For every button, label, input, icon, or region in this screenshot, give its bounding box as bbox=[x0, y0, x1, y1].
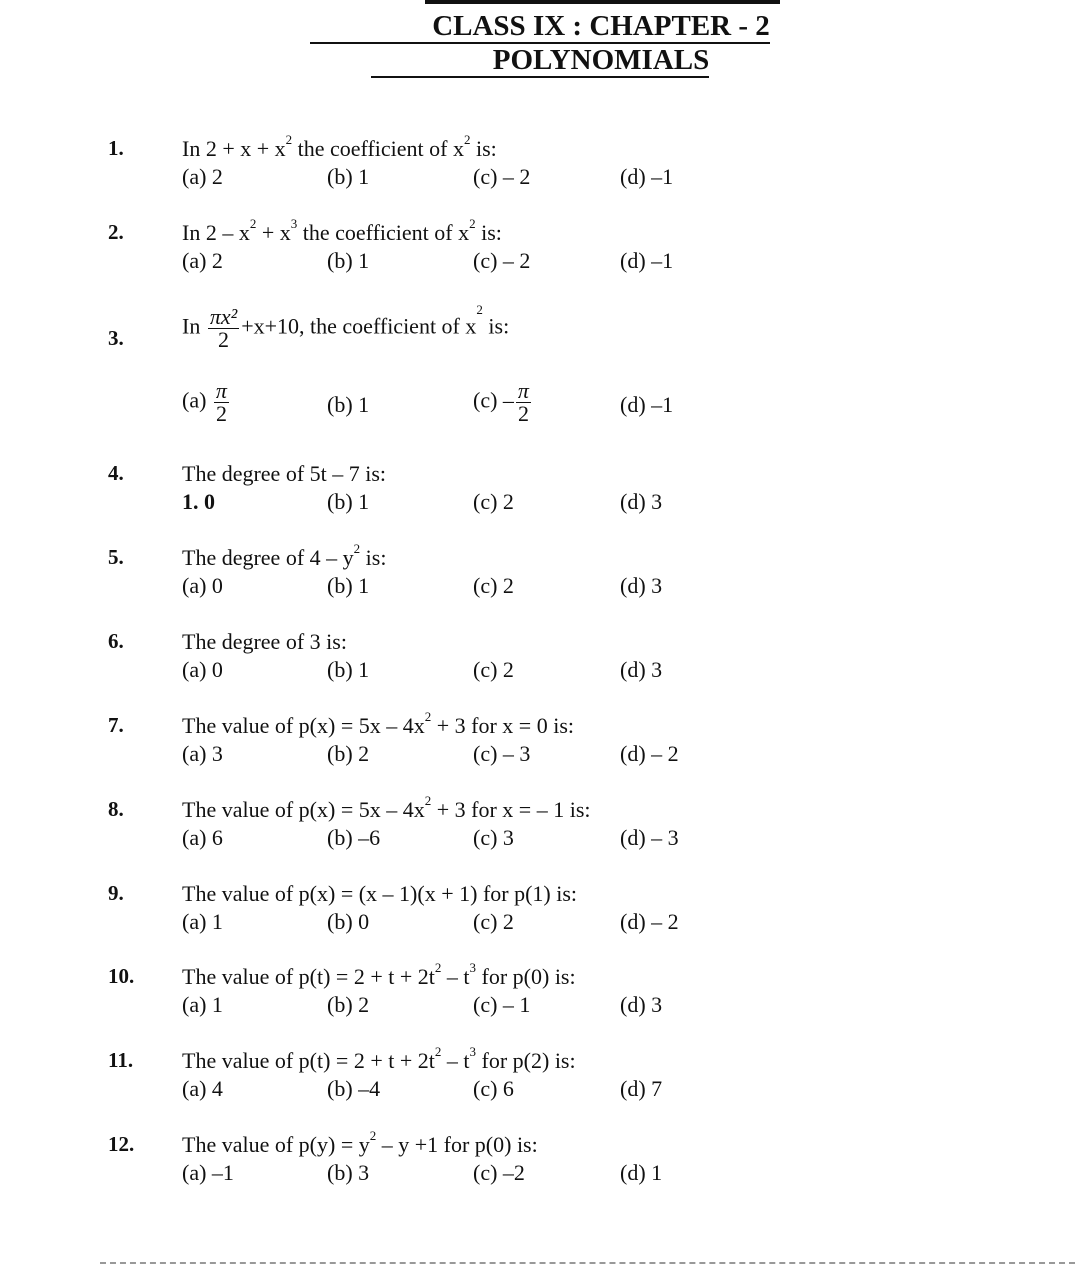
option-c: (c) – 3 bbox=[473, 741, 531, 766]
option-a: (a) 1 bbox=[182, 992, 223, 1017]
question-number: 5. bbox=[108, 545, 124, 569]
option-b: (b) –4 bbox=[327, 1076, 381, 1101]
option-a: (a) 0 bbox=[182, 657, 223, 682]
question-stem: The degree of 5t – 7 is: bbox=[182, 461, 387, 486]
option-a: (a) 2 bbox=[182, 248, 223, 273]
option-c: (c) – 2 bbox=[473, 248, 531, 273]
option-d: (d) 3 bbox=[620, 992, 663, 1017]
question-stem: The value of $p(y) = y^2 - y +1$ for p(0) is: bbox=[182, 1128, 538, 1157]
option-c: (c) 2 bbox=[473, 909, 514, 934]
top-rule bbox=[425, 0, 780, 4]
question-stem: The value of $p(x) = 5x - 4x^2 + 3$ for x = – 1 is: bbox=[182, 793, 591, 822]
option-c: (c) 2 bbox=[473, 489, 514, 514]
question-stem: The value of $p(t) = 2 + t + 2t^2 - t^3$ for p(2) is: bbox=[182, 1044, 576, 1073]
question-stem: In $\frac{\text{πx²}}{2}$ +x+10, the coefficient of $x^2$ is: bbox=[182, 302, 510, 352]
question-number: 9. bbox=[108, 881, 124, 905]
option-b: (b) 1 bbox=[327, 248, 370, 273]
option-a: (a) 0 bbox=[182, 573, 223, 598]
question-stem: The degree of $4 - y^2$ is: bbox=[182, 541, 387, 570]
option-b: (b) 1 bbox=[327, 657, 370, 682]
option-d: (d) 3 bbox=[620, 489, 663, 514]
option-a: (a) –1 bbox=[182, 1160, 234, 1185]
chapter-title: POLYNOMIALS bbox=[0, 44, 1080, 76]
option-a: (a) 6 bbox=[182, 825, 223, 850]
option-b: (b) 2 bbox=[327, 741, 370, 766]
option-a: (a) 2 bbox=[182, 164, 223, 189]
option-c: (c) – $\frac{\pi}{2}$ bbox=[473, 378, 529, 426]
question-number: 12. bbox=[108, 1132, 135, 1156]
question-number: 4. bbox=[108, 461, 124, 485]
option-a: (a) $\frac{\pi}{2}$ bbox=[182, 378, 227, 426]
question-number: 6. bbox=[108, 629, 124, 653]
option-c: (c) 6 bbox=[473, 1076, 514, 1101]
option-c: (c) 2 bbox=[473, 657, 514, 682]
option-d: (d) –1 bbox=[620, 392, 674, 417]
option-d: (d) – 2 bbox=[620, 909, 679, 934]
fraction-pi-x2-over-2: $\frac{\text{πx²}}{2}$ bbox=[209, 304, 238, 352]
option-b: (b) 1 bbox=[327, 489, 370, 514]
page-cut-line bbox=[100, 1262, 1075, 1264]
option-d: (d) –1 bbox=[620, 164, 674, 189]
option-d: (d) –1 bbox=[620, 248, 674, 273]
option-d: (d) 1 bbox=[620, 1160, 663, 1185]
question-number: 3. bbox=[108, 326, 124, 350]
option-b: (b) 2 bbox=[327, 992, 370, 1017]
page-title: CLASS IX : CHAPTER - 2 bbox=[0, 10, 1080, 42]
question-stem: The degree of 3 is: bbox=[182, 629, 347, 654]
option-a: 1. 0 bbox=[182, 489, 215, 514]
option-d: (d) 7 bbox=[620, 1076, 663, 1101]
option-d: (d) – 2 bbox=[620, 741, 679, 766]
question-number: 11. bbox=[108, 1048, 134, 1072]
question-stem: The value of $p(x) = 5x - 4x^2 + 3$ for x = 0 is: bbox=[182, 709, 574, 738]
option-b: (b) 3 bbox=[327, 1160, 370, 1185]
option-d: (d) 3 bbox=[620, 657, 663, 682]
option-a: (a) 4 bbox=[182, 1076, 223, 1101]
question-stem: The value of p(x) = (x – 1)(x + 1) for p(1) is: bbox=[182, 881, 578, 906]
option-b: (b) 1 bbox=[327, 392, 370, 417]
question-number: 7. bbox=[108, 713, 124, 737]
option-c: (c) – 1 bbox=[473, 992, 531, 1017]
question-stem: In $2 - x^2 + x^3$ the coefficient of $x^2$ is: bbox=[182, 216, 502, 245]
option-b: (b) –6 bbox=[327, 825, 381, 850]
question-number: 8. bbox=[108, 797, 124, 821]
option-b: (b) 0 bbox=[327, 909, 370, 934]
option-c: (c) –2 bbox=[473, 1160, 525, 1185]
option-b: (b) 1 bbox=[327, 573, 370, 598]
option-d: (d) – 3 bbox=[620, 825, 679, 850]
option-c: (c) – 2 bbox=[473, 164, 531, 189]
option-c: (c) 2 bbox=[473, 573, 514, 598]
question-stem: In $2 + x + x^2$ the coefficient of $x^2$ is: bbox=[182, 132, 497, 161]
option-a: (a) 1 bbox=[182, 909, 223, 934]
question-number: 1. bbox=[108, 136, 124, 160]
option-b: (b) 1 bbox=[327, 164, 370, 189]
option-a: (a) 3 bbox=[182, 741, 223, 766]
option-d: (d) 3 bbox=[620, 573, 663, 598]
question-stem: The value of $p(t) = 2 + t + 2t^2 - t^3$ for p(0) is: bbox=[182, 960, 576, 989]
question-number: 10. bbox=[108, 964, 135, 988]
question-number: 2. bbox=[108, 220, 124, 244]
option-c: (c) 3 bbox=[473, 825, 514, 850]
